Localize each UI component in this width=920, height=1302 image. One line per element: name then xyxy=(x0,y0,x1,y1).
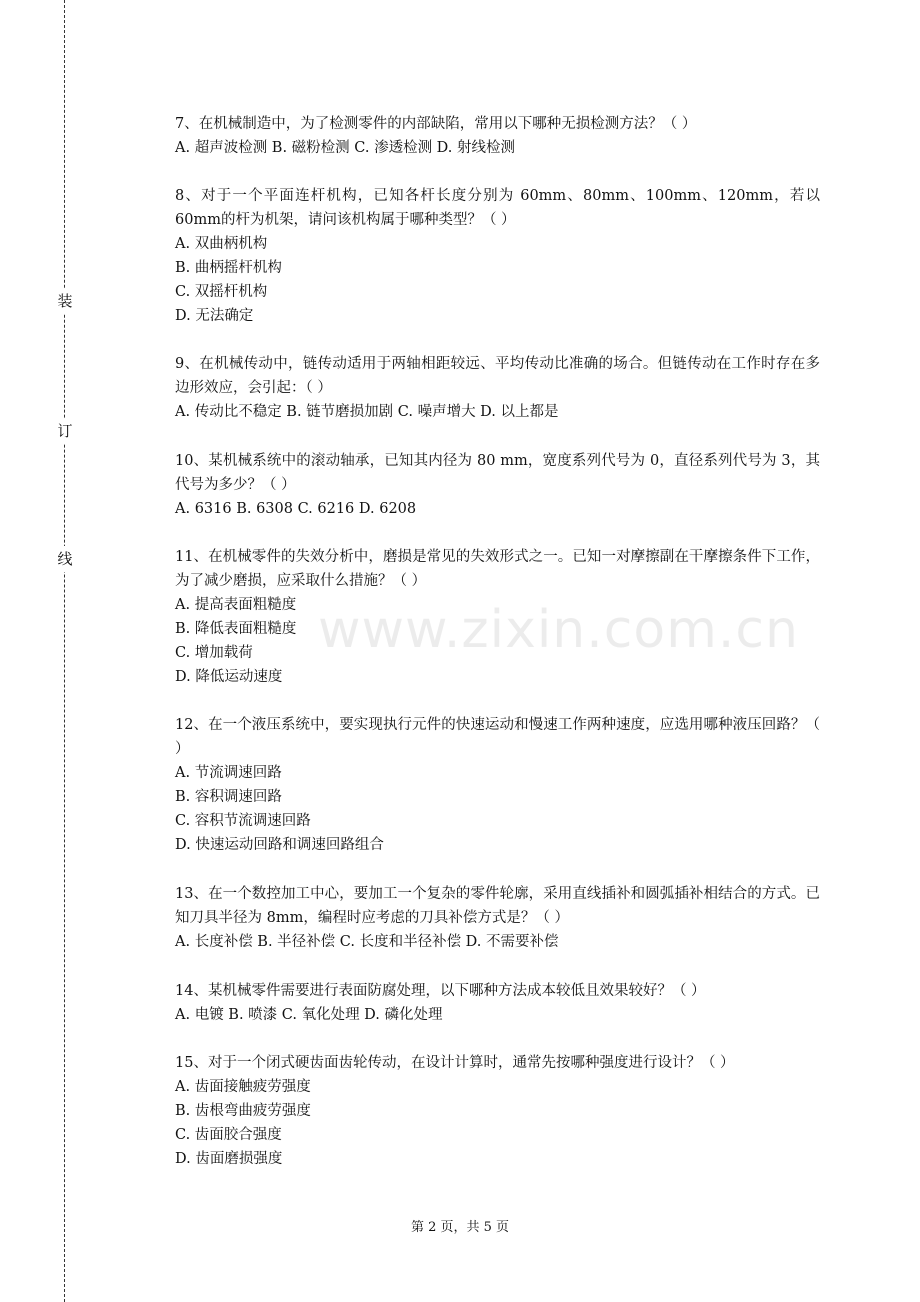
question-stem: 10、某机械系统中的滚动轴承，已知其内径为 80 mm，宽度系列代号为 0，直径系列代号为 3，其代号为多少？（ ） xyxy=(175,453,820,493)
question-8 xyxy=(175,184,820,328)
option-a: A. 提高表面粗糙度 xyxy=(175,597,297,613)
option-b: B. 容积调速回路 xyxy=(175,789,282,805)
binding-dashed-line xyxy=(64,0,65,1302)
option-c: C. 容积节流调速回路 xyxy=(175,813,311,829)
option-b: B. 曲柄摇杆机构 xyxy=(175,260,282,276)
option-b: B. 齿根弯曲疲劳强度 xyxy=(175,1103,311,1119)
option-c: C. 增加载荷 xyxy=(175,645,253,661)
question-stem: 15、对于一个闭式硬齿面齿轮传动，在设计计算时，通常先按哪种强度进行设计？（ ） xyxy=(175,1055,735,1071)
question-options: A. 电镀 B. 喷漆 C. 氧化处理 D. 磷化处理 xyxy=(175,1007,443,1023)
option-a: A. 双曲柄机构 xyxy=(175,236,268,252)
watermark: www.zixin.com.cn xyxy=(318,600,799,660)
binding-char-zhuang: 装 xyxy=(54,288,76,314)
option-d: D. 快速运动回路和调速回路组合 xyxy=(175,837,384,853)
question-14 xyxy=(175,979,820,1027)
option-c: C. 齿面胶合强度 xyxy=(175,1127,282,1143)
question-stem: 11、在机械零件的失效分析中，磨损是常见的失效形式之一。已知一对摩擦副在干摩擦条件下工作，为了减少磨损，应采取什么措施？（ ） xyxy=(175,549,820,589)
question-13 xyxy=(175,882,820,954)
page-footer: 第 2 页，共 5 页 xyxy=(410,1220,510,1235)
option-c: C. 双摇杆机构 xyxy=(175,284,268,300)
question-stem: 12、在一个液压系统中，要实现执行元件的快速运动和慢速工作两种速度，应选用哪种液压回路？（ ） xyxy=(175,717,820,757)
binding-char-ding: 订 xyxy=(54,418,76,444)
question-11 xyxy=(175,545,820,689)
option-d: D. 无法确定 xyxy=(175,308,254,324)
question-9 xyxy=(175,352,820,424)
question-options: A. 长度补偿 B. 半径补偿 C. 长度和半径补偿 D. 不需要补偿 xyxy=(175,934,559,950)
question-stem: 13、在一个数控加工中心，要加工一个复杂的零件轮廓，采用直线插补和圆弧插补相结合的方式。已知刀具半径为 8mm，编程时应考虑的刀具补偿方式是？（ ） xyxy=(175,886,820,926)
question-stem: 9、在机械传动中，链传动适用于两轴相距较远、平均传动比准确的场合。但链传动在工作时存在多边形效应，会引起：（ ） xyxy=(175,356,820,396)
question-10 xyxy=(175,449,820,521)
option-b: B. 降低表面粗糙度 xyxy=(175,621,297,637)
option-a: A. 节流调速回路 xyxy=(175,765,282,781)
question-stem: 8、对于一个平面连杆机构，已知各杆长度分别为 60mm、80mm、100mm、120mm，若以 60mm的杆为机架，请问该机构属于哪种类型？（ ） xyxy=(175,188,820,228)
option-d: D. 降低运动速度 xyxy=(175,669,283,685)
question-7 xyxy=(175,112,820,160)
option-d: D. 齿面磨损强度 xyxy=(175,1151,283,1167)
binding-char-xian: 线 xyxy=(54,546,76,572)
question-12 xyxy=(175,713,820,857)
question-stem: 14、某机械零件需要进行表面防腐处理，以下哪种方法成本较低且效果较好？（ ） xyxy=(175,983,706,999)
question-options: A. 超声波检测 B. 磁粉检测 C. 渗透检测 D. 射线检测 xyxy=(175,140,516,156)
question-options: A. 传动比不稳定 B. 链节磨损加剧 C. 噪声增大 D. 以上都是 xyxy=(175,404,559,420)
question-options: A. 6316 B. 6308 C. 6216 D. 6208 xyxy=(175,501,417,517)
question-stem: 7、在机械制造中，为了检测零件的内部缺陷，常用以下哪种无损检测方法？（ ） xyxy=(175,116,697,132)
question-15 xyxy=(175,1051,820,1171)
option-a: A. 齿面接触疲劳强度 xyxy=(175,1079,311,1095)
